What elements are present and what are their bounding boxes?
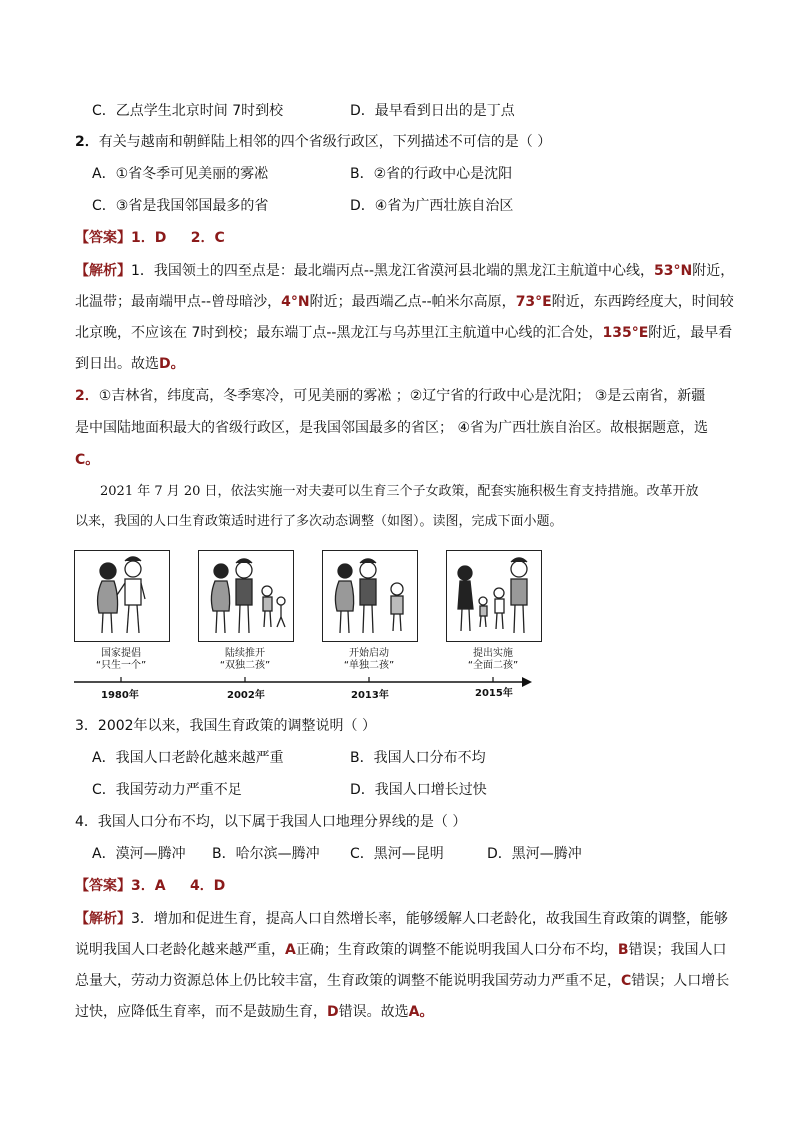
caption-line: 陆续推开 <box>225 648 265 659</box>
explanation-1-line-2 <box>75 292 734 312</box>
family-panel-2002 <box>198 550 294 642</box>
text-run: ①吉林省，纬度高，冬季寒冷，可见美丽的雾凇 ；②辽宁省的行政中心是沈阳； ③是云南省，新疆 <box>98 388 706 404</box>
family-panel-2015 <box>446 550 542 642</box>
text-run: 错误。故选 <box>338 1004 409 1020</box>
text-run: 3．增加和促进生育，提高人口自然增长率，能够缓解人口老龄化，故我国生育政策的调整，能够 <box>131 911 728 927</box>
figure-caption-2013 <box>329 648 409 672</box>
caption-line: “只生一个” <box>95 660 147 671</box>
q2-stem-text: 有关与越南和朝鲜陆上相邻的四个省级行政区，下列描述不可信的是（ ） <box>98 134 552 150</box>
year-label-1980: 1980年 <box>101 690 139 701</box>
q2-option-a: A．①省冬季可见美丽的雾凇 <box>92 166 269 182</box>
explanation-3-line-4 <box>75 1002 433 1022</box>
text-run: 错误；人口增长 <box>631 973 730 989</box>
couple-two-children-illustration <box>199 551 293 641</box>
explanation-label: 【解析】 <box>75 911 131 927</box>
answer-label: 【答案】 <box>75 230 131 246</box>
text-run: 附近；最西端乙点--帕米尔高原， <box>309 294 516 310</box>
answer-label: 【答案】 <box>75 878 131 894</box>
year-label-2015: 2015年 <box>475 688 513 699</box>
couple-two-children-illustration <box>447 551 541 641</box>
explanation-3-line-1 <box>75 909 728 929</box>
figure-caption-2015 <box>453 648 533 672</box>
text-run: 附近，最早看 <box>648 325 733 341</box>
figure-caption-1980 <box>81 648 161 672</box>
q4-option-b: B．哈尔滨—腾冲 <box>212 846 320 862</box>
explanation-2-line-1 <box>75 386 705 406</box>
couple-two-children-illustration <box>323 551 417 641</box>
highlight-run: 135°E <box>602 325 649 341</box>
text-run: 过快，应降低生育率，而不是鼓励生育， <box>75 1004 327 1020</box>
caption-line: 国家提倡 <box>101 648 141 659</box>
q2-number: 2． <box>75 134 99 150</box>
q3-stem: 3．2002年以来，我国生育政策的调整说明（ ） <box>75 718 376 734</box>
highlight-run: C。 <box>75 452 100 468</box>
q3-option-a: A．我国人口老龄化越来越严重 <box>92 750 284 766</box>
q3-option-c: C．我国劳动力严重不足 <box>92 782 242 798</box>
q2-option-b: B．②省的行政中心是沈阳 <box>350 166 513 182</box>
highlight-run: D <box>327 1004 339 1020</box>
q1-option-c: C．乙点学生北京时间 7时到校 <box>92 103 284 119</box>
highlight-run: 2． <box>75 388 99 404</box>
highlight-run: C <box>621 973 632 989</box>
explanation-2-line-3 <box>75 450 99 470</box>
answer-text: 1．D 2．C <box>131 230 225 246</box>
q1-option-d: D．最早看到日出的是丁点 <box>350 103 515 119</box>
q4-option-c: C．黑河—昆明 <box>350 846 444 862</box>
answer-2 <box>75 876 225 896</box>
q3-option-d: D．我国人口增长过快 <box>350 782 487 798</box>
q3-option-b: B．我国人口分布不均 <box>350 750 486 766</box>
text-run: 错误；我国人口 <box>628 942 727 958</box>
explanation-1-line-1 <box>75 261 734 281</box>
q4-option-d: D．黑河—腾冲 <box>487 846 582 862</box>
intro-line-2: 以来，我国的人口生育政策适时进行了多次动态调整（如图）。读图，完成下面小题。 <box>75 514 563 529</box>
text-run: 说明我国人口老龄化越来越严重， <box>75 942 285 958</box>
text-run: 1．我国领土的四至点是：最北端丙点--黑龙江省漠河县北端的黑龙江主航道中心线， <box>131 263 655 279</box>
caption-line: “双独二孩” <box>219 660 271 671</box>
explanation-label: 【解析】 <box>75 263 131 279</box>
caption-line: “全面二孩” <box>467 660 519 671</box>
figure-caption-2002 <box>205 648 285 672</box>
year-label-2002: 2002年 <box>227 690 265 701</box>
timeline-arrow <box>74 676 534 690</box>
explanation-2-line-2: 是中国陆地面积最大的省级行政区，是我国邻国最多的省区； ④省为广西壮族自治区。故根据题意，选 <box>75 420 708 436</box>
highlight-run: D。 <box>159 356 185 372</box>
q2-option-d: D．④省为广西壮族自治区 <box>350 198 514 214</box>
explanation-3-line-3 <box>75 971 729 991</box>
text-run: 北温带；最南端甲点--曾母暗沙， <box>75 294 282 310</box>
highlight-run: A <box>285 942 296 958</box>
caption-line: 开始启动 <box>349 648 389 659</box>
explanation-1-line-4 <box>75 354 185 374</box>
year-label-2013: 2013年 <box>351 690 389 701</box>
highlight-run: 53°N <box>654 263 693 279</box>
q2-option-c: C．③省是我国邻国最多的省 <box>92 198 269 214</box>
explanation-1-line-3 <box>75 323 732 343</box>
caption-line: “单独二孩” <box>343 660 395 671</box>
highlight-run: A。 <box>408 1004 434 1020</box>
q4-stem: 4．我国人口分布不均，以下属于我国人口地理分界线的是（ ） <box>75 814 467 830</box>
highlight-run: 4°N <box>281 294 310 310</box>
explanation-3-line-2 <box>75 940 727 960</box>
text-run: 北京晚，不应该在 7时到校；最东端丁点--黑龙江与乌苏里江主航道中心线的汇合处， <box>75 325 603 341</box>
answer-1 <box>75 228 225 248</box>
text-run: 正确；生育政策的调整不能说明我国人口分布不均， <box>295 942 618 958</box>
text-run: 总量大，劳动力资源总体上仍比较丰富，生育政策的调整不能说明我国劳动力严重不足， <box>75 973 621 989</box>
text-run: 附近，东西跨经度大，时间较 <box>551 294 734 310</box>
text-run: 到日出。故选 <box>75 356 159 372</box>
highlight-run: B <box>617 942 629 958</box>
q2-stem <box>75 132 551 152</box>
caption-line: 提出实施 <box>473 648 513 659</box>
answer-text: 3．A 4．D <box>131 878 226 894</box>
family-panel-2013 <box>322 550 418 642</box>
couple-one-child-illustration <box>75 551 169 641</box>
q4-option-a: A．漠河—腾冲 <box>92 846 186 862</box>
family-panel-1980 <box>74 550 170 642</box>
intro-line-1: 2021 年 7 月 20 日，依法实施一对夫妻可以生育三个子女政策，配套实施积极生育支持措施。改革开放 <box>100 484 699 499</box>
highlight-run: 73°E <box>515 294 552 310</box>
text-run: 附近， <box>692 263 735 279</box>
